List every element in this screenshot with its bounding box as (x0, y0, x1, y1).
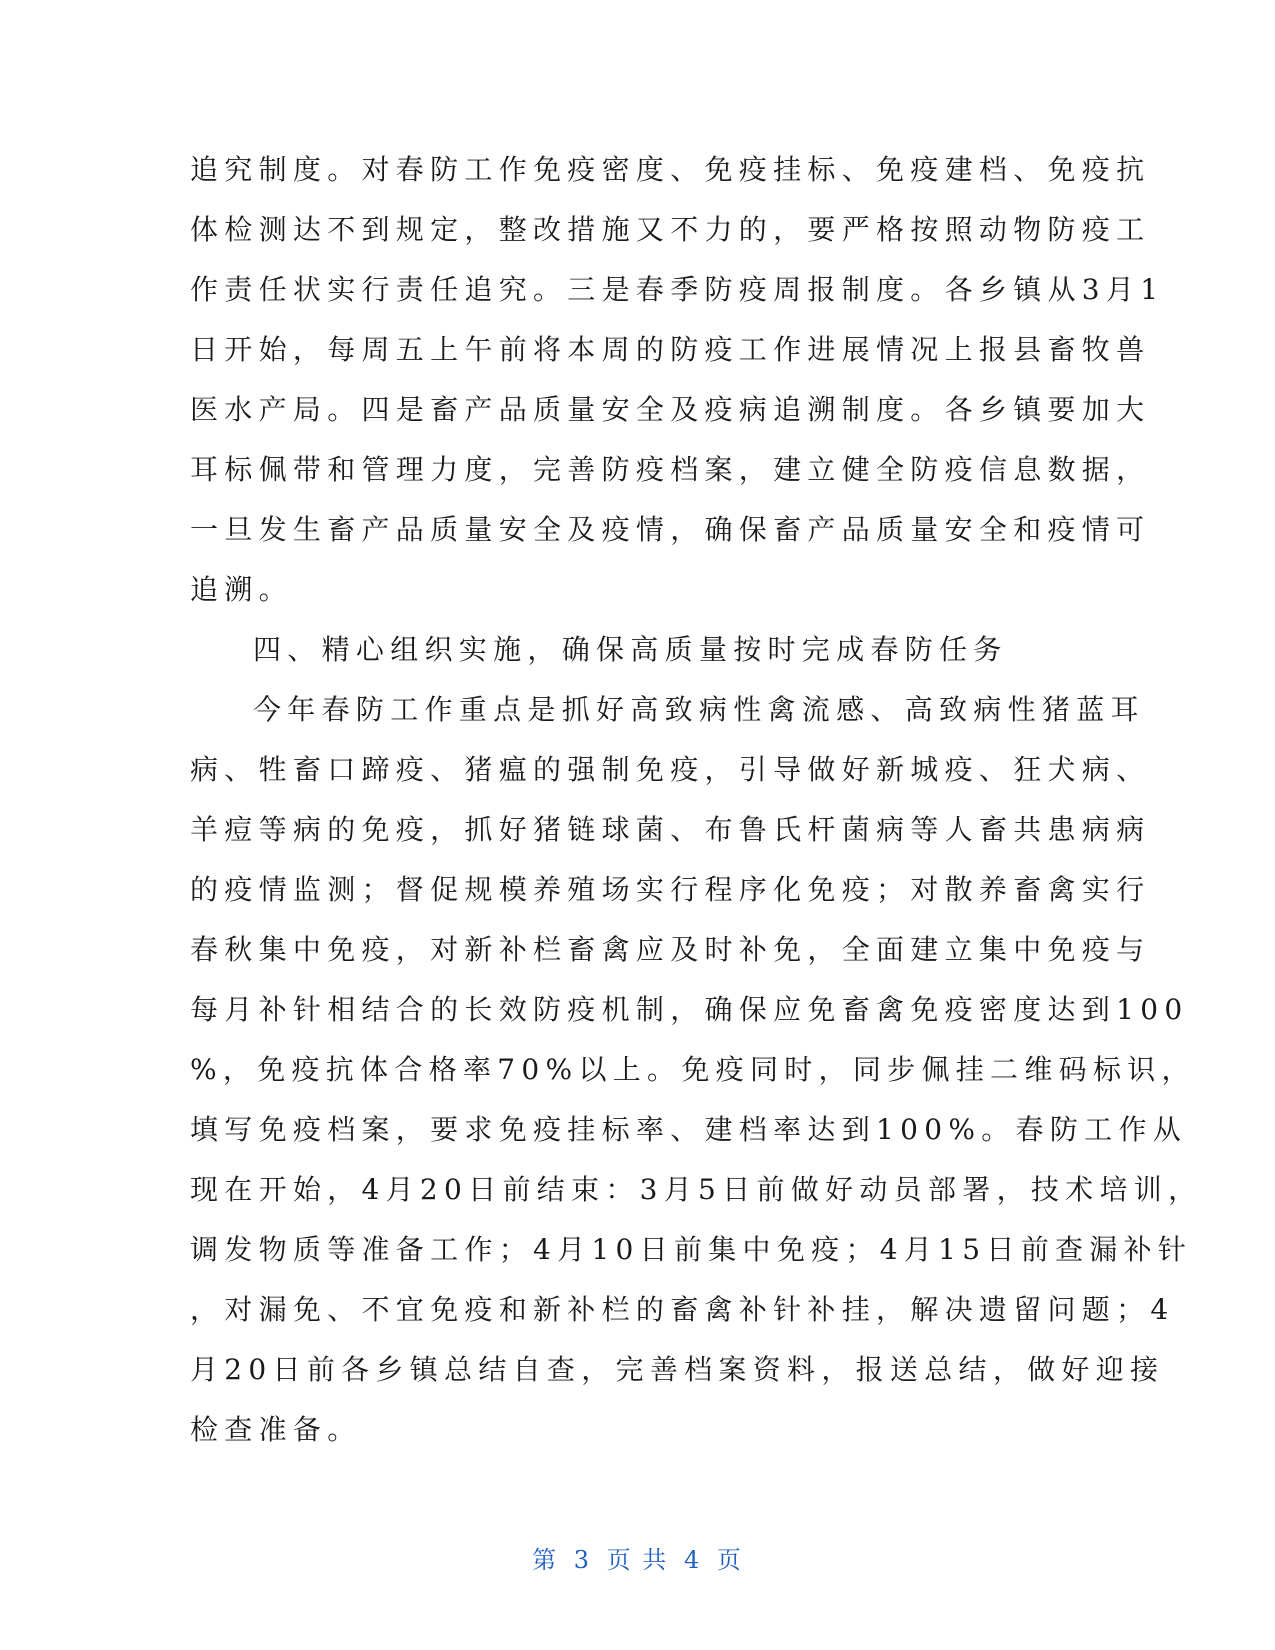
text-line: 填写免疫档案，要求免疫挂标率、建档率达到100%。春防工作从 (190, 1113, 1188, 1146)
text-line: 每月补针相结合的长效防疫机制，确保应免畜禽免疫密度达到100 (190, 993, 1189, 1026)
footer-middle: 页 共 (606, 1546, 669, 1574)
text-line: 调发物质等准备工作；4月10日前集中免疫；4月15日前查漏补针 (190, 1233, 1193, 1266)
text-line: 作责任状实行责任追究。三是春季防疫周报制度。各乡镇从3月1 (190, 273, 1165, 306)
text-line: 今年春防工作重点是抓好高致病性禽流感、高致病性猪蓝耳 (253, 693, 1145, 726)
body-text (190, 140, 1203, 1460)
text-line: 追究制度。对春防工作免疫密度、免疫挂标、免疫建档、免疫抗 (190, 153, 1151, 186)
text-line: 月20日前各乡镇总结自查，完善档案资料，报送总结，做好迎接 (190, 1353, 1165, 1386)
text-line: 羊痘等病的免疫，抓好猪链球菌、布鲁氏杆菌病等人畜共患病病 (190, 813, 1151, 846)
footer-prefix: 第 (532, 1546, 559, 1574)
text-line: 病、牲畜口蹄疫、猪瘟的强制免疫，引导做好新城疫、狂犬病、 (190, 753, 1151, 786)
text-line: 一旦发生畜产品质量安全及疫情，确保畜产品质量安全和疫情可 (190, 513, 1151, 546)
text-line: 追溯。 (190, 573, 293, 606)
text-line: 四、精心组织实施，确保高质量按时完成春防任务 (253, 633, 1008, 666)
text-line: 耳标佩带和管理力度，完善防疫档案，建立健全防疫信息数据， (190, 453, 1151, 486)
text-line: %，免疫抗体合格率70%以上。免疫同时，同步佩挂二维码标识， (190, 1053, 1196, 1086)
text-line: 医水产局。四是畜产品质量安全及疫病追溯制度。各乡镇要加大 (190, 393, 1151, 426)
footer-suffix: 页 (716, 1546, 743, 1574)
text-line: ，对漏免、不宜免疫和新补栏的畜禽补针补挂，解决遗留问题；4 (190, 1293, 1175, 1326)
footer-total-pages: 4 (683, 1546, 702, 1574)
text-line: 体检测达不到规定，整改措施又不力的，要严格按照动物防疫工 (190, 213, 1151, 246)
footer-page-number: 3 (573, 1546, 592, 1574)
text-line: 检查准备。 (190, 1413, 362, 1446)
page-footer (0, 1540, 1275, 1575)
text-line: 日开始，每周五上午前将本周的防疫工作进展情况上报县畜牧兽 (190, 333, 1151, 366)
text-line: 春秋集中免疫，对新补栏畜禽应及时补免，全面建立集中免疫与 (190, 933, 1151, 966)
text-line: 现在开始，4月20日前结束：3月5日前做好动员部署，技术培训， (190, 1173, 1203, 1206)
text-line: 的疫情监测；督促规模养殖场实行程序化免疫；对散养畜禽实行 (190, 873, 1151, 906)
